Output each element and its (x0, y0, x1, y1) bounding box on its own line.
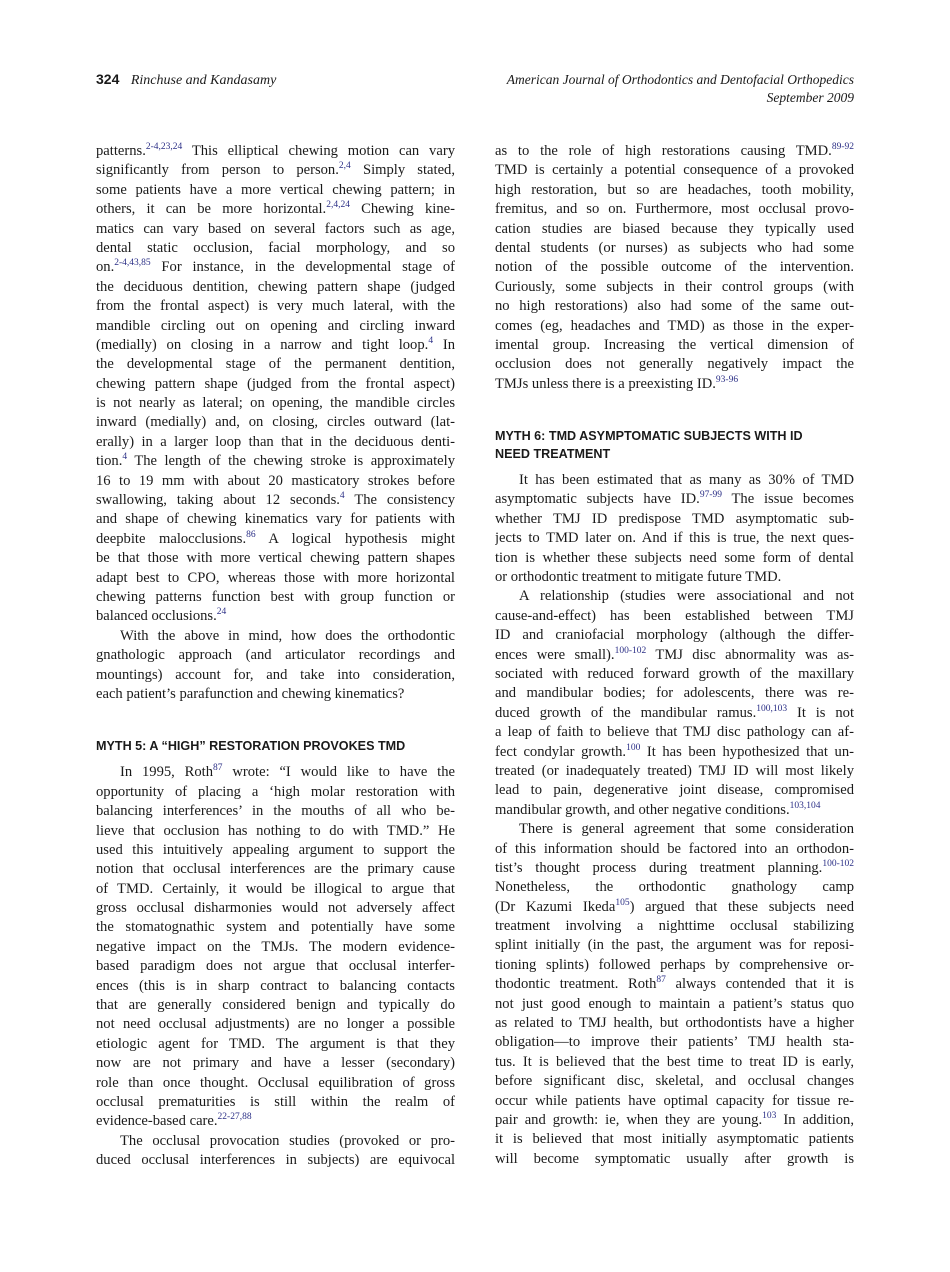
text-line: whether TMJ ID predispose TMD asymptomatic sub- (495, 510, 854, 527)
text-line: of this information should be factored into an orthodon- (495, 840, 854, 857)
text-line: each patient’s parafunction and chewing kinematics? (96, 685, 405, 702)
text-line: will become symptomatic usually after growth is (495, 1150, 854, 1167)
paragraph (495, 587, 854, 820)
text-line: others, it can be more horizontal.$^{2,4,24}$ Chewing kine- (96, 200, 455, 218)
text-line: notion of the possible outcome of the intervention. (495, 259, 854, 276)
reference-citation[interactable]: 87 (213, 763, 223, 774)
reference-citation[interactable]: 2-4,23,24 (145, 142, 183, 152)
reference-citation[interactable]: 2-4,43,85 (114, 258, 151, 269)
text-line: gnathologic approach (and articulator recordings and (96, 647, 455, 664)
text-line: jects to TMD later on. And if this is true, the next ques- (495, 530, 854, 547)
text-line: ences (this is in sharp contract to balancing contacts (96, 977, 455, 994)
reference-citation[interactable]: 4 (428, 335, 434, 346)
text-line: lieve that occlusion has nothing to do with TMD.” He (96, 822, 455, 839)
reference-citation[interactable]: 2,4 (338, 161, 351, 172)
reference-citation[interactable]: 100-102 (614, 645, 647, 656)
reference-citation[interactable]: 100-102 (822, 858, 854, 869)
text-line: from the frontal aspect) is very much lateral, with the (96, 298, 455, 315)
text-line: tist’s thought process during treatment planning.$^{100-102}$ (495, 858, 854, 876)
text-line: some patients have a more vertical chewing pattern; in (96, 181, 455, 198)
text-line: be that those with more vertical chewing pattern shapes (96, 550, 455, 567)
reference-citation[interactable]: 87 (656, 975, 666, 986)
text-line: as related to TMJ health, but orthodontists have a higher (495, 1015, 854, 1032)
reference-citation[interactable]: 86 (246, 529, 256, 540)
text-line: swallowing, taking about 12 seconds.$^4$ The consistency (96, 491, 455, 509)
text-line: used this intuitively appealing argument to support the (96, 841, 455, 858)
reference-citation[interactable]: 22-27,88 (217, 1112, 252, 1123)
text-line: sociated with reduced forward growth of the maxillary (495, 665, 854, 682)
running-header-right (507, 71, 854, 106)
reference-citation[interactable]: 103 (762, 1110, 777, 1121)
text-line: dental students (or nurses) as subjects who had some (495, 239, 854, 256)
paragraph (96, 763, 455, 1131)
text-line: and mandibular bodies; for adolescents, there was re- (495, 685, 854, 702)
text-line: asymptomatic subjects have ID.$^{97-99}$ The issue becomes (495, 490, 854, 508)
text-line: tioning splints) followed perhaps by comprehensive or- (495, 956, 854, 973)
text-line: Nonetheless, the orthodontic gnathology camp (495, 879, 854, 896)
text-line: A relationship (studies were associational and not (519, 588, 854, 605)
paragraph (96, 1132, 455, 1171)
section-heading-myth-6 (495, 427, 854, 463)
text-line: not just good enough to maintain a patient’s status quo (495, 995, 854, 1012)
heading-line: NEED TREATMENT (495, 447, 611, 462)
paragraph (495, 471, 854, 587)
text-line: before significant disc, skeletal, and occlusal changes (495, 1073, 854, 1090)
text-line: opportunity of placing a ‘high molar restoration with (96, 783, 455, 800)
text-line: mandible circling out on opening and circling inward (96, 317, 455, 334)
text-line: pair and growth: ie, when they are young.$^{103}$ In addition, (495, 1110, 854, 1128)
text-line: chewing pattern shape (judged from the frontal aspect) (96, 375, 455, 392)
paragraph (96, 627, 455, 705)
reference-citation[interactable]: 100 (626, 742, 641, 753)
text-line: duced growth of the mandibular ramus.$^{100,103}$ It is not (495, 703, 854, 721)
text-line: it is believed that most initially asymptomatic patients (495, 1131, 854, 1148)
text-line: imental group. Increasing the vertical dimension of (495, 336, 854, 353)
text-line: (Dr Kazumi Ikeda$^{105}$) argued that these subjects need (495, 897, 854, 915)
text-line: fremitus, and so on. Furthermore, most occlusal provo- (495, 201, 854, 218)
reference-citation[interactable]: 105 (615, 897, 630, 908)
text-line: Curiously, some subjects in their control groups (with (495, 278, 854, 295)
text-line: tion.$^4$ The length of the chewing stroke is approximately (96, 452, 455, 470)
text-line: high restoration, but so are headaches, tooth mobility, (495, 181, 854, 198)
text-line: erally) in a larger loop than that in the deciduous denti- (96, 433, 455, 450)
text-line: chewing patterns function best with group function or (96, 588, 455, 605)
text-line: mandibular growth, and other negative conditions.$^{103,104}$ (495, 800, 821, 818)
text-line: matics can vary based on several factors such as age, (96, 220, 455, 237)
text-line: deepbite malocclusions.$^{86}$ A logical hypothesis might (96, 529, 455, 547)
text-line: obligation—to improve their patients’ TMJ health sta- (495, 1034, 854, 1051)
text-line: ences were small).$^{100-102}$ TMJ disc abnormality was as- (495, 645, 854, 663)
text-line: mountings) account for, and take into consideration, (96, 666, 455, 683)
text-line: role than once thought. Occlusal equilibration of gross (96, 1074, 455, 1091)
text-line: a leap of faith to believe that TMJ disc pathology can af- (495, 724, 854, 741)
text-line: balancing interferences’ in the mouths of all who be- (96, 803, 455, 820)
heading-line: MYTH 6: TMD ASYMPTOMATIC SUBJECTS WITH ID (495, 429, 803, 444)
text-line: notion that occlusal interferences are the primary cause (96, 861, 455, 878)
text-line: patterns.$^{2-4,23,24}$ This elliptical chewing motion can vary (96, 142, 455, 159)
text-line: comes (eg, headaches and TMD) as those in the exper- (495, 317, 854, 334)
text-line: dental static occlusion, facial morphology, and so (96, 239, 455, 256)
text-line: no high restorations) also had some of the same out- (495, 298, 854, 315)
reference-citation[interactable]: 93-96 (715, 374, 739, 385)
left-column (96, 142, 455, 1171)
text-line: of TMD. Certainly, it would be illogical to argue that (96, 880, 455, 897)
issue-date: September 2009 (766, 89, 854, 105)
text-line: etiologic agent for TMD. The argument is that they (96, 1035, 455, 1052)
text-line: It has been estimated that as many as 30% of TMD (519, 472, 854, 489)
reference-citation[interactable]: 2,4,24 (326, 200, 350, 211)
text-line: 16 to 19 mm with about 20 masticatory strokes before (96, 472, 455, 489)
text-line: significantly from person to person.$^{2,4}$ Simply stated, (96, 161, 455, 179)
journal-title: American Journal of Orthodontics and Dentofacial Orthopedics (506, 72, 854, 87)
right-column (495, 142, 854, 1169)
text-line: the stomatognathic system and potentially have some (96, 919, 455, 936)
text-line: gross occlusal disharmonies would not adversely affect (96, 900, 455, 917)
text-line: inward (medially) and, on closing, circles outward (lat- (96, 414, 455, 431)
text-line: cation studies are biased because they typically used (495, 220, 854, 237)
text-line: fect condylar growth.$^{100}$ It has been hypothesized that un- (495, 742, 854, 760)
text-line: ID and craniofacial morphology (although the differ- (495, 627, 854, 644)
text-line: treatment involving a nighttime occlusal stabilizing (495, 918, 854, 935)
running-authors: Rinchuse and Kandasamy (130, 73, 277, 88)
text-line: or orthodontic treatment to mitigate future TMD. (495, 569, 782, 586)
paragraph (495, 142, 854, 394)
reference-citation[interactable]: 4 (122, 452, 128, 463)
text-line: tion is whether these subjects need some form of dental (495, 549, 854, 566)
text-line: occur while patients have optimal capacity for tissue re- (495, 1092, 854, 1109)
text-line: The occlusal provocation studies (provoked or pro- (120, 1132, 455, 1149)
text-line: There is general agreement that some consideration (519, 821, 854, 838)
text-line: as to the role of high restorations causing TMD.$^{89-92}$ (495, 142, 854, 159)
text-line: tus. It is believed that the best time to treat ID is early, (495, 1053, 854, 1070)
reference-citation[interactable]: 4 (339, 491, 345, 502)
text-line: is not nearly as lateral; on opening, the mandible circles (96, 395, 455, 412)
text-line: adapt best to CPO, whereas those with more horizontal (96, 569, 455, 586)
text-line: With the above in mind, how does the orthodontic (120, 627, 455, 644)
text-line: negative impact on the TMJs. The modern evidence- (96, 938, 455, 955)
text-line: TMJs unless there is a preexisting ID.$^{93-96}$ (495, 374, 739, 392)
reference-citation[interactable]: 97-99 (699, 490, 722, 501)
text-line: on.$^{2-4,43,85}$ For instance, in the developmental stage of (96, 258, 455, 276)
reference-citation[interactable]: 24 (216, 607, 227, 618)
text-line: thodontic treatment. Roth$^{87}$ always contended that it is (495, 975, 854, 993)
text-line: evidence-based care.$^{22-27,88}$ (96, 1112, 252, 1130)
text-line: duced occlusal interferences in subjects) are equivocal (96, 1152, 455, 1169)
text-line: In 1995, Roth$^{87}$ wrote: “I would like to have the (120, 763, 455, 781)
text-line: lead to pain, degenerative joint disease, compromised (495, 782, 854, 799)
text-line: splint initially (in the past, the argument was for reposi- (495, 937, 854, 954)
text-line: not need occlusal adjustments) are no longer a possible (96, 1016, 455, 1033)
paragraph (96, 142, 455, 627)
text-line: occlusal prematurities is still within the realm of (96, 1093, 455, 1110)
text-line: balanced occlusions.$^{24}$ (96, 607, 227, 625)
text-line: and shape of chewing kinematics vary for patients with (96, 511, 455, 528)
running-header-left (96, 71, 276, 89)
text-line: occlusion does not generally negatively impact the (495, 356, 854, 373)
section-heading-myth-5: MYTH 5: A “HIGH” RESTORATION PROVOKES TMD (96, 739, 406, 754)
text-line: cause-and-effect) has been established between TMJ (495, 607, 854, 624)
reference-citation[interactable]: 100,103 (756, 703, 788, 714)
text-line: the deciduous dentition, chewing pattern shape (judged (96, 278, 455, 295)
text-line: the developmental stage of the permanent dentition, (96, 356, 455, 373)
reference-citation[interactable]: 89-92 (831, 142, 854, 152)
text-line: based paradigm does not argue that occlusal interfer- (96, 958, 455, 975)
text-line: (medially) on closing in a narrow and tight loop.$^4$ In (96, 335, 455, 353)
paragraph (495, 820, 854, 1169)
text-line: treated (or inadequately treated) TMJ ID will most likely (495, 762, 854, 779)
text-line: TMD is certainly a potential consequence of a provoked (495, 162, 854, 179)
text-line: now are not primary and have a lesser (secondary) (96, 1055, 455, 1072)
page-number: 324 (96, 71, 120, 87)
reference-citation[interactable]: 103,104 (789, 800, 821, 811)
text-line: that are generally considered benign and typically do (96, 997, 455, 1014)
